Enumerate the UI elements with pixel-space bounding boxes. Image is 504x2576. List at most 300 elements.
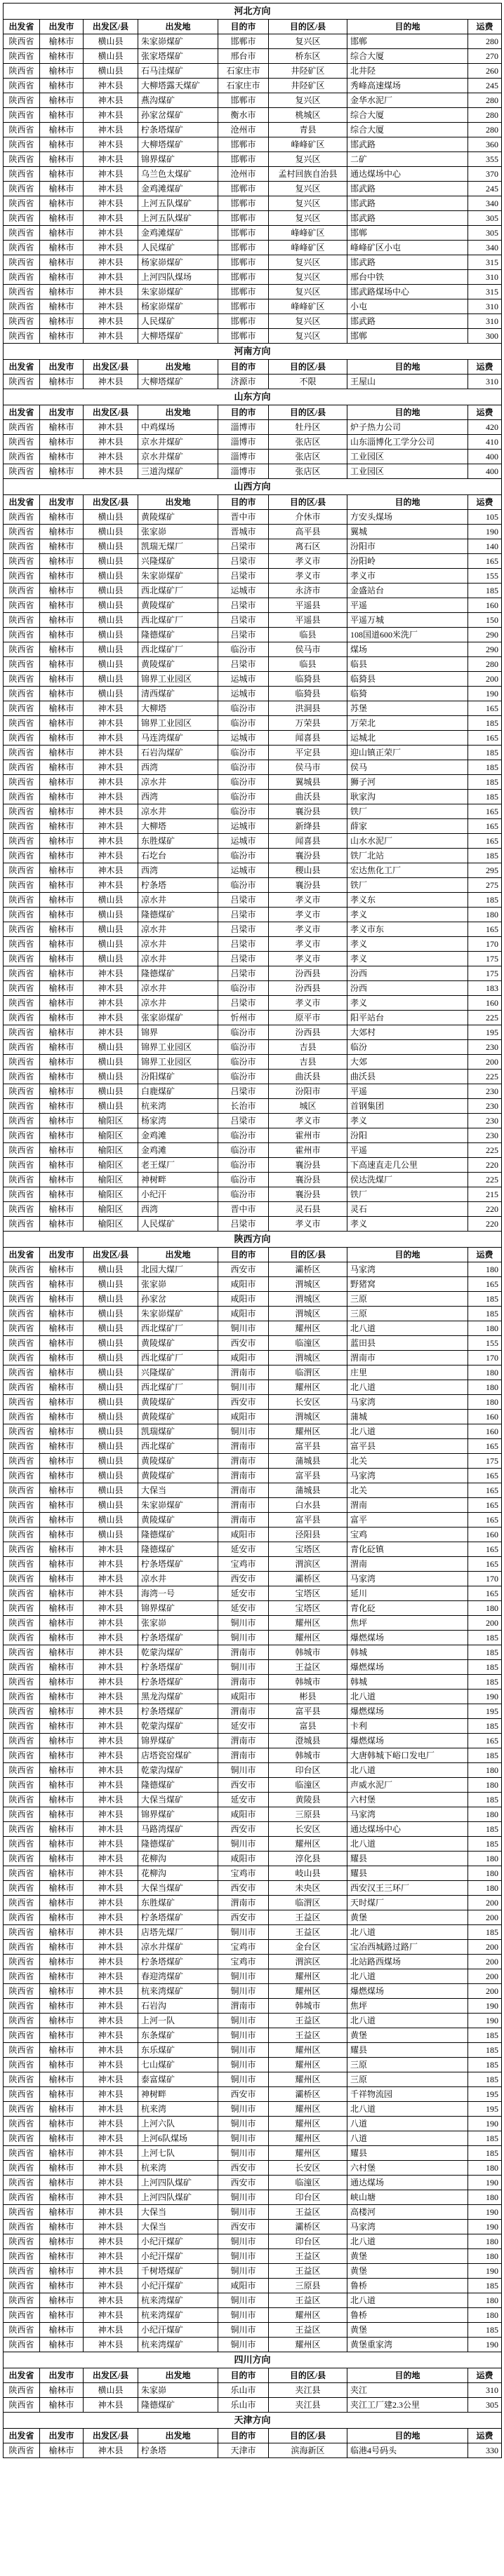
freight-cell: 165 — [468, 804, 502, 819]
depart-province-cell: 陕西省 — [4, 2043, 40, 2058]
depart-place-cell: 石岩沟煤矿 — [138, 746, 218, 760]
dest-city-cell: 宝鸡市 — [218, 1955, 269, 1969]
dest-county-cell: 王益区 — [269, 1660, 347, 1675]
freight-cell: 185 — [468, 790, 502, 804]
table-row — [4, 2398, 502, 2413]
dest-city-cell: 铜川市 — [218, 2234, 269, 2249]
depart-city-cell: 榆林市 — [40, 1807, 84, 1822]
depart-county-cell: 神木县 — [84, 1778, 138, 1793]
depart-place-cell: 杨家峁煤矿 — [138, 255, 218, 270]
freight-cell: 185 — [468, 2279, 502, 2293]
dest-place-cell: 铁厂 — [347, 878, 468, 893]
dest-city-cell: 临汾市 — [218, 1040, 269, 1055]
dest-city-cell: 咸阳市 — [218, 1277, 269, 1292]
depart-place-cell: 朱家峁 — [138, 2383, 218, 2398]
dest-city-cell: 铜川市 — [218, 2058, 269, 2072]
depart-province-cell: 陕西省 — [4, 2058, 40, 2072]
dest-place-cell: 爆燃煤场 — [347, 1704, 468, 1719]
dest-city-cell: 淄博市 — [218, 420, 269, 435]
depart-place-cell: 神树畔 — [138, 2087, 218, 2102]
depart-city-cell: 榆林市 — [40, 569, 84, 584]
depart-province-cell: 陕西省 — [4, 731, 40, 746]
depart-province-cell: 陕西省 — [4, 510, 40, 525]
depart-province-cell: 陕西省 — [4, 1498, 40, 1513]
dest-place-cell: 108国道600米洗厂 — [347, 628, 468, 642]
freight-cell: 225 — [468, 1070, 502, 1084]
dest-place-cell: 小屯 — [347, 299, 468, 314]
depart-county-cell: 神木县 — [84, 746, 138, 760]
depart-city-cell: 榆林市 — [40, 255, 84, 270]
depart-county-cell: 神木县 — [84, 93, 138, 108]
dest-city-cell: 铜川市 — [218, 2264, 269, 2279]
dest-place-cell: 峡山塘 — [347, 2190, 468, 2205]
freight-cell: 190 — [468, 525, 502, 539]
table-row — [4, 1483, 502, 1498]
dest-place-cell: 北八道 — [347, 2293, 468, 2308]
depart-place-cell: 海湾一号 — [138, 1586, 218, 1601]
dest-city-cell: 咸阳市 — [218, 1307, 269, 1321]
table-row — [4, 628, 502, 642]
table-row — [4, 1969, 502, 1984]
dest-place-cell: 北八道 — [347, 1424, 468, 1439]
dest-county-cell: 韩城市 — [269, 1645, 347, 1660]
depart-province-cell: 陕西省 — [4, 1704, 40, 1719]
freight-cell: 200 — [468, 1616, 502, 1631]
depart-place-cell: 杭来湾 — [138, 2102, 218, 2117]
column-header: 出发市 — [40, 360, 84, 375]
depart-place-cell: 马连湾煤矿 — [138, 731, 218, 746]
column-header: 目的地 — [347, 20, 468, 34]
depart-city-cell: 榆林市 — [40, 2249, 84, 2264]
dest-place-cell: 峰峰矿区小屯 — [347, 241, 468, 255]
depart-place-cell: 柠条塔煤矿 — [138, 1910, 218, 1925]
dest-city-cell: 铜川市 — [218, 2043, 269, 2058]
dest-county-cell: 耀州区 — [269, 1616, 347, 1631]
freight-cell: 230 — [468, 1128, 502, 1143]
dest-place-cell: 蓝田县 — [347, 1336, 468, 1351]
depart-place-cell: 乾蒙沟煤矿 — [138, 1719, 218, 1734]
depart-city-cell: 榆林市 — [40, 863, 84, 878]
dest-city-cell: 吕梁市 — [218, 893, 269, 908]
depart-place-cell: 大保当 — [138, 2220, 218, 2234]
dest-place-cell: 汾阳岭 — [347, 554, 468, 569]
depart-province-cell: 陕西省 — [4, 2072, 40, 2087]
depart-place-cell: 老王煤厂 — [138, 1158, 218, 1173]
dest-place-cell: 焦坪 — [347, 1999, 468, 2014]
depart-city-cell: 榆林市 — [40, 1528, 84, 1542]
dest-county-cell: 灞桥区 — [269, 1572, 347, 1586]
dest-place-cell: 临汾 — [347, 1040, 468, 1055]
depart-county-cell: 横山县 — [84, 1307, 138, 1321]
depart-province-cell: 陕西省 — [4, 167, 40, 182]
depart-place-cell: 凉水井 — [138, 893, 218, 908]
depart-place-cell: 上河五队煤矿 — [138, 196, 218, 211]
depart-place-cell: 杨家湾 — [138, 1114, 218, 1128]
dest-city-cell: 渭南市 — [218, 1704, 269, 1719]
depart-city-cell: 榆林市 — [40, 1734, 84, 1748]
freight-cell: 155 — [468, 1336, 502, 1351]
freight-cell: 185 — [468, 1660, 502, 1675]
dest-place-cell: 运城北 — [347, 731, 468, 746]
freight-cell: 190 — [468, 2176, 502, 2190]
dest-city-cell: 天津市 — [218, 2443, 269, 2458]
dest-place-cell: 汾西 — [347, 981, 468, 996]
freight-cell: 190 — [468, 2264, 502, 2279]
depart-province-cell: 陕西省 — [4, 1719, 40, 1734]
dest-county-cell: 复兴区 — [269, 285, 347, 299]
depart-city-cell: 榆林市 — [40, 2205, 84, 2220]
depart-city-cell: 榆林市 — [40, 1424, 84, 1439]
freight-cell: 310 — [468, 270, 502, 285]
dest-place-cell: 翼城 — [347, 525, 468, 539]
depart-county-cell: 横山县 — [84, 539, 138, 554]
dest-county-cell: 宝塔区 — [269, 1542, 347, 1557]
dest-county-cell: 耀州区 — [269, 2058, 347, 2072]
dest-county-cell: 复兴区 — [269, 93, 347, 108]
column-header: 出发地 — [138, 405, 218, 420]
depart-city-cell: 榆林市 — [40, 1040, 84, 1055]
table-row — [4, 2279, 502, 2293]
depart-place-cell: 东乐煤矿 — [138, 2043, 218, 2058]
depart-city-cell: 榆林市 — [40, 2308, 84, 2323]
table-row — [4, 2443, 502, 2458]
column-header: 运费 — [468, 20, 502, 34]
table-row — [4, 996, 502, 1011]
depart-city-cell: 榆林市 — [40, 2398, 84, 2413]
table-row — [4, 226, 502, 241]
depart-place-cell: 黄陵煤矿 — [138, 1410, 218, 1424]
dest-city-cell: 邯郸市 — [218, 196, 269, 211]
table-row — [4, 1513, 502, 1528]
depart-city-cell: 榆林市 — [40, 2058, 84, 2072]
depart-county-cell: 神木县 — [84, 760, 138, 775]
dest-place-cell: 首钢集团 — [347, 1099, 468, 1114]
depart-place-cell: 锦界工业园区 — [138, 716, 218, 731]
freight-cell: 165 — [468, 834, 502, 849]
dest-place-cell: 平遥 — [347, 1084, 468, 1099]
column-header: 目的地 — [347, 495, 468, 510]
depart-province-cell: 陕西省 — [4, 1807, 40, 1822]
dest-county-cell: 渭滨区 — [269, 1955, 347, 1969]
dest-county-cell: 韩城市 — [269, 1999, 347, 2014]
dest-city-cell: 石家庄市 — [218, 79, 269, 93]
depart-county-cell: 神木县 — [84, 2398, 138, 2413]
dest-place-cell: 曲沃县 — [347, 1070, 468, 1084]
depart-county-cell: 神木县 — [84, 2117, 138, 2131]
column-header: 出发区/县 — [84, 2368, 138, 2383]
dest-city-cell: 西安市 — [218, 2220, 269, 2234]
freight-cell: 155 — [468, 569, 502, 584]
dest-city-cell: 渭南市 — [218, 1483, 269, 1498]
table-row — [4, 1645, 502, 1660]
depart-city-cell: 榆林市 — [40, 1321, 84, 1336]
dest-place-cell: 北关 — [347, 1454, 468, 1469]
depart-province-cell: 陕西省 — [4, 1660, 40, 1675]
depart-province-cell: 陕西省 — [4, 819, 40, 834]
depart-place-cell: 西北煤矿厂 — [138, 642, 218, 657]
dest-county-cell: 汾阳市 — [269, 1084, 347, 1099]
depart-place-cell: 朱家峁煤矿 — [138, 569, 218, 584]
section-title: 河北方向 — [4, 4, 502, 20]
dest-county-cell: 渭城区 — [269, 1351, 347, 1365]
freight-cell: 305 — [468, 211, 502, 226]
dest-city-cell: 咸阳市 — [218, 2279, 269, 2293]
depart-city-cell: 榆林市 — [40, 790, 84, 804]
dest-county-cell: 孝义市 — [269, 893, 347, 908]
depart-place-cell: 西湾 — [138, 1202, 218, 1217]
table-row — [4, 1807, 502, 1822]
dest-place-cell: 二矿 — [347, 152, 468, 167]
depart-place-cell: 店塔瓷窑煤矿 — [138, 1748, 218, 1763]
depart-city-cell: 榆林市 — [40, 1365, 84, 1380]
depart-place-cell: 柠条塔 — [138, 878, 218, 893]
freight-cell: 310 — [468, 2383, 502, 2398]
depart-county-cell: 神木县 — [84, 1645, 138, 1660]
dest-county-cell: 曲沃县 — [269, 1070, 347, 1084]
freight-cell: 165 — [468, 1542, 502, 1557]
column-header: 目的市 — [218, 405, 269, 420]
dest-city-cell: 咸阳市 — [218, 1351, 269, 1365]
depart-place-cell: 大保当煤矿 — [138, 1793, 218, 1807]
depart-city-cell: 榆林市 — [40, 1940, 84, 1955]
dest-city-cell: 晋城市 — [218, 525, 269, 539]
depart-county-cell: 横山县 — [84, 49, 138, 64]
dest-city-cell: 铜川市 — [218, 1631, 269, 1645]
dest-place-cell: 汾阳 — [347, 1128, 468, 1143]
depart-place-cell: 锦界工业园区 — [138, 1040, 218, 1055]
dest-place-cell: 渭南市 — [347, 1351, 468, 1365]
dest-place-cell: 邯郸 — [347, 34, 468, 49]
dest-place-cell: 耀县 — [347, 2146, 468, 2161]
freight-cell: 185 — [468, 775, 502, 790]
depart-city-cell: 榆林市 — [40, 1793, 84, 1807]
dest-place-cell: 通达煤场中心 — [347, 1822, 468, 1837]
table-row — [4, 657, 502, 672]
freight-cell: 180 — [468, 1778, 502, 1793]
depart-county-cell: 神木县 — [84, 1955, 138, 1969]
dest-city-cell: 临汾市 — [218, 1025, 269, 1040]
dest-place-cell: 金华水泥厂 — [347, 93, 468, 108]
dest-county-cell: 岐山县 — [269, 1866, 347, 1881]
freight-cell: 245 — [468, 182, 502, 196]
depart-city-cell: 榆林市 — [40, 2190, 84, 2205]
depart-province-cell: 陕西省 — [4, 1999, 40, 2014]
freight-cell: 165 — [468, 1586, 502, 1601]
section-title: 山西方向 — [4, 479, 502, 495]
dest-city-cell: 渭南市 — [218, 1896, 269, 1910]
depart-county-cell: 神木县 — [84, 1896, 138, 1910]
dest-county-cell: 未央区 — [269, 1881, 347, 1896]
dest-city-cell: 吕梁市 — [218, 569, 269, 584]
depart-province-cell: 陕西省 — [4, 1040, 40, 1055]
depart-province-cell: 陕西省 — [4, 2279, 40, 2293]
table-row — [4, 804, 502, 819]
depart-city-cell: 榆林市 — [40, 981, 84, 996]
dest-county-cell: 峰峰矿区 — [269, 137, 347, 152]
depart-city-cell: 榆林市 — [40, 878, 84, 893]
freight-cell: 185 — [468, 1822, 502, 1837]
dest-county-cell: 侯马市 — [269, 760, 347, 775]
dest-place-cell: 苏堡 — [347, 701, 468, 716]
depart-city-cell: 榆林市 — [40, 1351, 84, 1365]
depart-province-cell: 陕西省 — [4, 2205, 40, 2220]
dest-city-cell: 西安市 — [218, 2087, 269, 2102]
depart-province-cell: 陕西省 — [4, 672, 40, 687]
depart-province-cell: 陕西省 — [4, 554, 40, 569]
dest-county-cell: 王益区 — [269, 2249, 347, 2264]
table-row — [4, 1734, 502, 1748]
depart-city-cell: 榆林市 — [40, 628, 84, 642]
depart-place-cell: 隆德煤矿 — [138, 966, 218, 981]
dest-city-cell: 渭南市 — [218, 1513, 269, 1528]
depart-county-cell: 横山县 — [84, 1277, 138, 1292]
depart-province-cell: 陕西省 — [4, 539, 40, 554]
freight-cell: 180 — [468, 2293, 502, 2308]
depart-place-cell: 花柳沟 — [138, 1866, 218, 1881]
depart-place-cell: 泰富煤矿 — [138, 2072, 218, 2087]
dest-place-cell: 宝冶西城路过路厂 — [347, 1940, 468, 1955]
depart-place-cell: 千树塔煤矿 — [138, 2264, 218, 2279]
dest-city-cell: 西安市 — [218, 1395, 269, 1410]
depart-province-cell: 陕西省 — [4, 1557, 40, 1572]
depart-province-cell: 陕西省 — [4, 1793, 40, 1807]
depart-place-cell: 上河6队煤场 — [138, 2131, 218, 2146]
depart-province-cell: 陕西省 — [4, 878, 40, 893]
depart-province-cell: 陕西省 — [4, 464, 40, 479]
depart-place-cell: 西北煤矿厂 — [138, 584, 218, 598]
dest-county-cell: 王益区 — [269, 1910, 347, 1925]
depart-province-cell: 陕西省 — [4, 196, 40, 211]
dest-place-cell: 马家湾 — [347, 1572, 468, 1586]
table-row — [4, 2102, 502, 2117]
depart-place-cell: 凯瑞煤矿 — [138, 1424, 218, 1439]
depart-place-cell: 柠条塔煤矿 — [138, 1955, 218, 1969]
dest-county-cell: 临渭区 — [269, 1896, 347, 1910]
column-header: 目的区/县 — [269, 2368, 347, 2383]
freight-cell: 280 — [468, 34, 502, 49]
column-header: 出发地 — [138, 495, 218, 510]
dest-place-cell: 千祥物流园 — [347, 2087, 468, 2102]
dest-place-cell: 综合大厦 — [347, 49, 468, 64]
depart-place-cell: 凉水井 — [138, 937, 218, 952]
dest-place-cell: 北八道 — [347, 1837, 468, 1852]
dest-city-cell: 铜川市 — [218, 2131, 269, 2146]
dest-city-cell: 铜川市 — [218, 2028, 269, 2043]
depart-city-cell: 榆林市 — [40, 760, 84, 775]
freight-cell: 300 — [468, 329, 502, 344]
depart-place-cell: 上河四队煤矿 — [138, 2190, 218, 2205]
dest-place-cell: 耀县 — [347, 1866, 468, 1881]
depart-place-cell: 凯瑞无煤厂 — [138, 539, 218, 554]
column-header: 目的市 — [218, 2429, 269, 2443]
dest-place-cell: 三原 — [347, 1292, 468, 1307]
dest-city-cell: 渭南市 — [218, 1734, 269, 1748]
dest-city-cell: 临汾市 — [218, 1158, 269, 1173]
table-row — [4, 790, 502, 804]
table-row — [4, 1837, 502, 1852]
depart-province-cell: 陕西省 — [4, 952, 40, 966]
dest-place-cell: 六村堡 — [347, 2161, 468, 2176]
depart-city-cell: 榆林市 — [40, 1158, 84, 1173]
dest-city-cell: 延安市 — [218, 1719, 269, 1734]
dest-city-cell: 渭南市 — [218, 1454, 269, 1469]
dest-place-cell: 下高速直走几公里 — [347, 1158, 468, 1173]
table-row — [4, 1439, 502, 1454]
depart-city-cell: 榆林市 — [40, 1114, 84, 1128]
depart-city-cell: 榆林市 — [40, 2028, 84, 2043]
dest-place-cell: 侯达洗煤厂 — [347, 1173, 468, 1187]
dest-city-cell: 邯郸市 — [218, 241, 269, 255]
depart-province-cell: 陕西省 — [4, 1277, 40, 1292]
freight-cell: 190 — [468, 1999, 502, 2014]
depart-place-cell: 人民煤矿 — [138, 1217, 218, 1232]
section-title-row — [4, 344, 502, 360]
depart-county-cell: 神木县 — [84, 2043, 138, 2058]
depart-county-cell: 神木县 — [84, 2308, 138, 2323]
section-title-row — [4, 479, 502, 495]
freight-cell: 195 — [468, 2102, 502, 2117]
freight-cell: 355 — [468, 152, 502, 167]
freight-cell: 180 — [468, 1807, 502, 1822]
table-row — [4, 966, 502, 981]
dest-city-cell: 西安市 — [218, 1910, 269, 1925]
depart-province-cell: 陕西省 — [4, 1424, 40, 1439]
depart-province-cell: 陕西省 — [4, 2443, 40, 2458]
table-row — [4, 435, 502, 450]
depart-city-cell: 榆林市 — [40, 420, 84, 435]
depart-city-cell: 榆林市 — [40, 435, 84, 450]
dest-county-cell: 耀州区 — [269, 1969, 347, 1984]
column-header: 目的区/县 — [269, 405, 347, 420]
dest-place-cell: 孝义市 — [347, 569, 468, 584]
dest-county-cell: 印台区 — [269, 2234, 347, 2249]
dest-county-cell: 王益区 — [269, 1925, 347, 1940]
table-row — [4, 1217, 502, 1232]
dest-county-cell: 襄汾县 — [269, 1187, 347, 1202]
depart-place-cell: 春迎湾煤矿 — [138, 1969, 218, 1984]
depart-county-cell: 神木县 — [84, 255, 138, 270]
table-body — [4, 4, 502, 2458]
table-row — [4, 642, 502, 657]
depart-city-cell: 榆林市 — [40, 2072, 84, 2087]
section-title: 天津方向 — [4, 2413, 502, 2429]
depart-place-cell: 白鹿煤矿 — [138, 1084, 218, 1099]
freight-cell: 185 — [468, 2043, 502, 2058]
freight-cell: 185 — [468, 1837, 502, 1852]
freight-cell: 280 — [468, 657, 502, 672]
freight-cell: 330 — [468, 2443, 502, 2458]
table-row — [4, 687, 502, 701]
dest-county-cell: 耀州区 — [269, 2117, 347, 2131]
depart-city-cell: 榆林市 — [40, 1881, 84, 1896]
freight-cell: 340 — [468, 196, 502, 211]
dest-county-cell: 宝塔区 — [269, 1586, 347, 1601]
depart-county-cell: 横山县 — [84, 893, 138, 908]
freight-cell: 190 — [468, 1690, 502, 1704]
depart-county-cell: 神木县 — [84, 435, 138, 450]
table-row — [4, 1616, 502, 1631]
dest-county-cell: 澄城县 — [269, 1734, 347, 1748]
freight-cell: 185 — [468, 584, 502, 598]
depart-place-cell: 石岩沟 — [138, 1999, 218, 2014]
dest-county-cell: 峰峰矿区 — [269, 299, 347, 314]
freight-cell: 230 — [468, 1040, 502, 1055]
depart-city-cell: 榆林市 — [40, 1070, 84, 1084]
depart-province-cell: 陕西省 — [4, 1925, 40, 1940]
depart-county-cell: 神木县 — [84, 1969, 138, 1984]
dest-place-cell: 声威水泥厂 — [347, 1778, 468, 1793]
dest-county-cell: 平定县 — [269, 746, 347, 760]
